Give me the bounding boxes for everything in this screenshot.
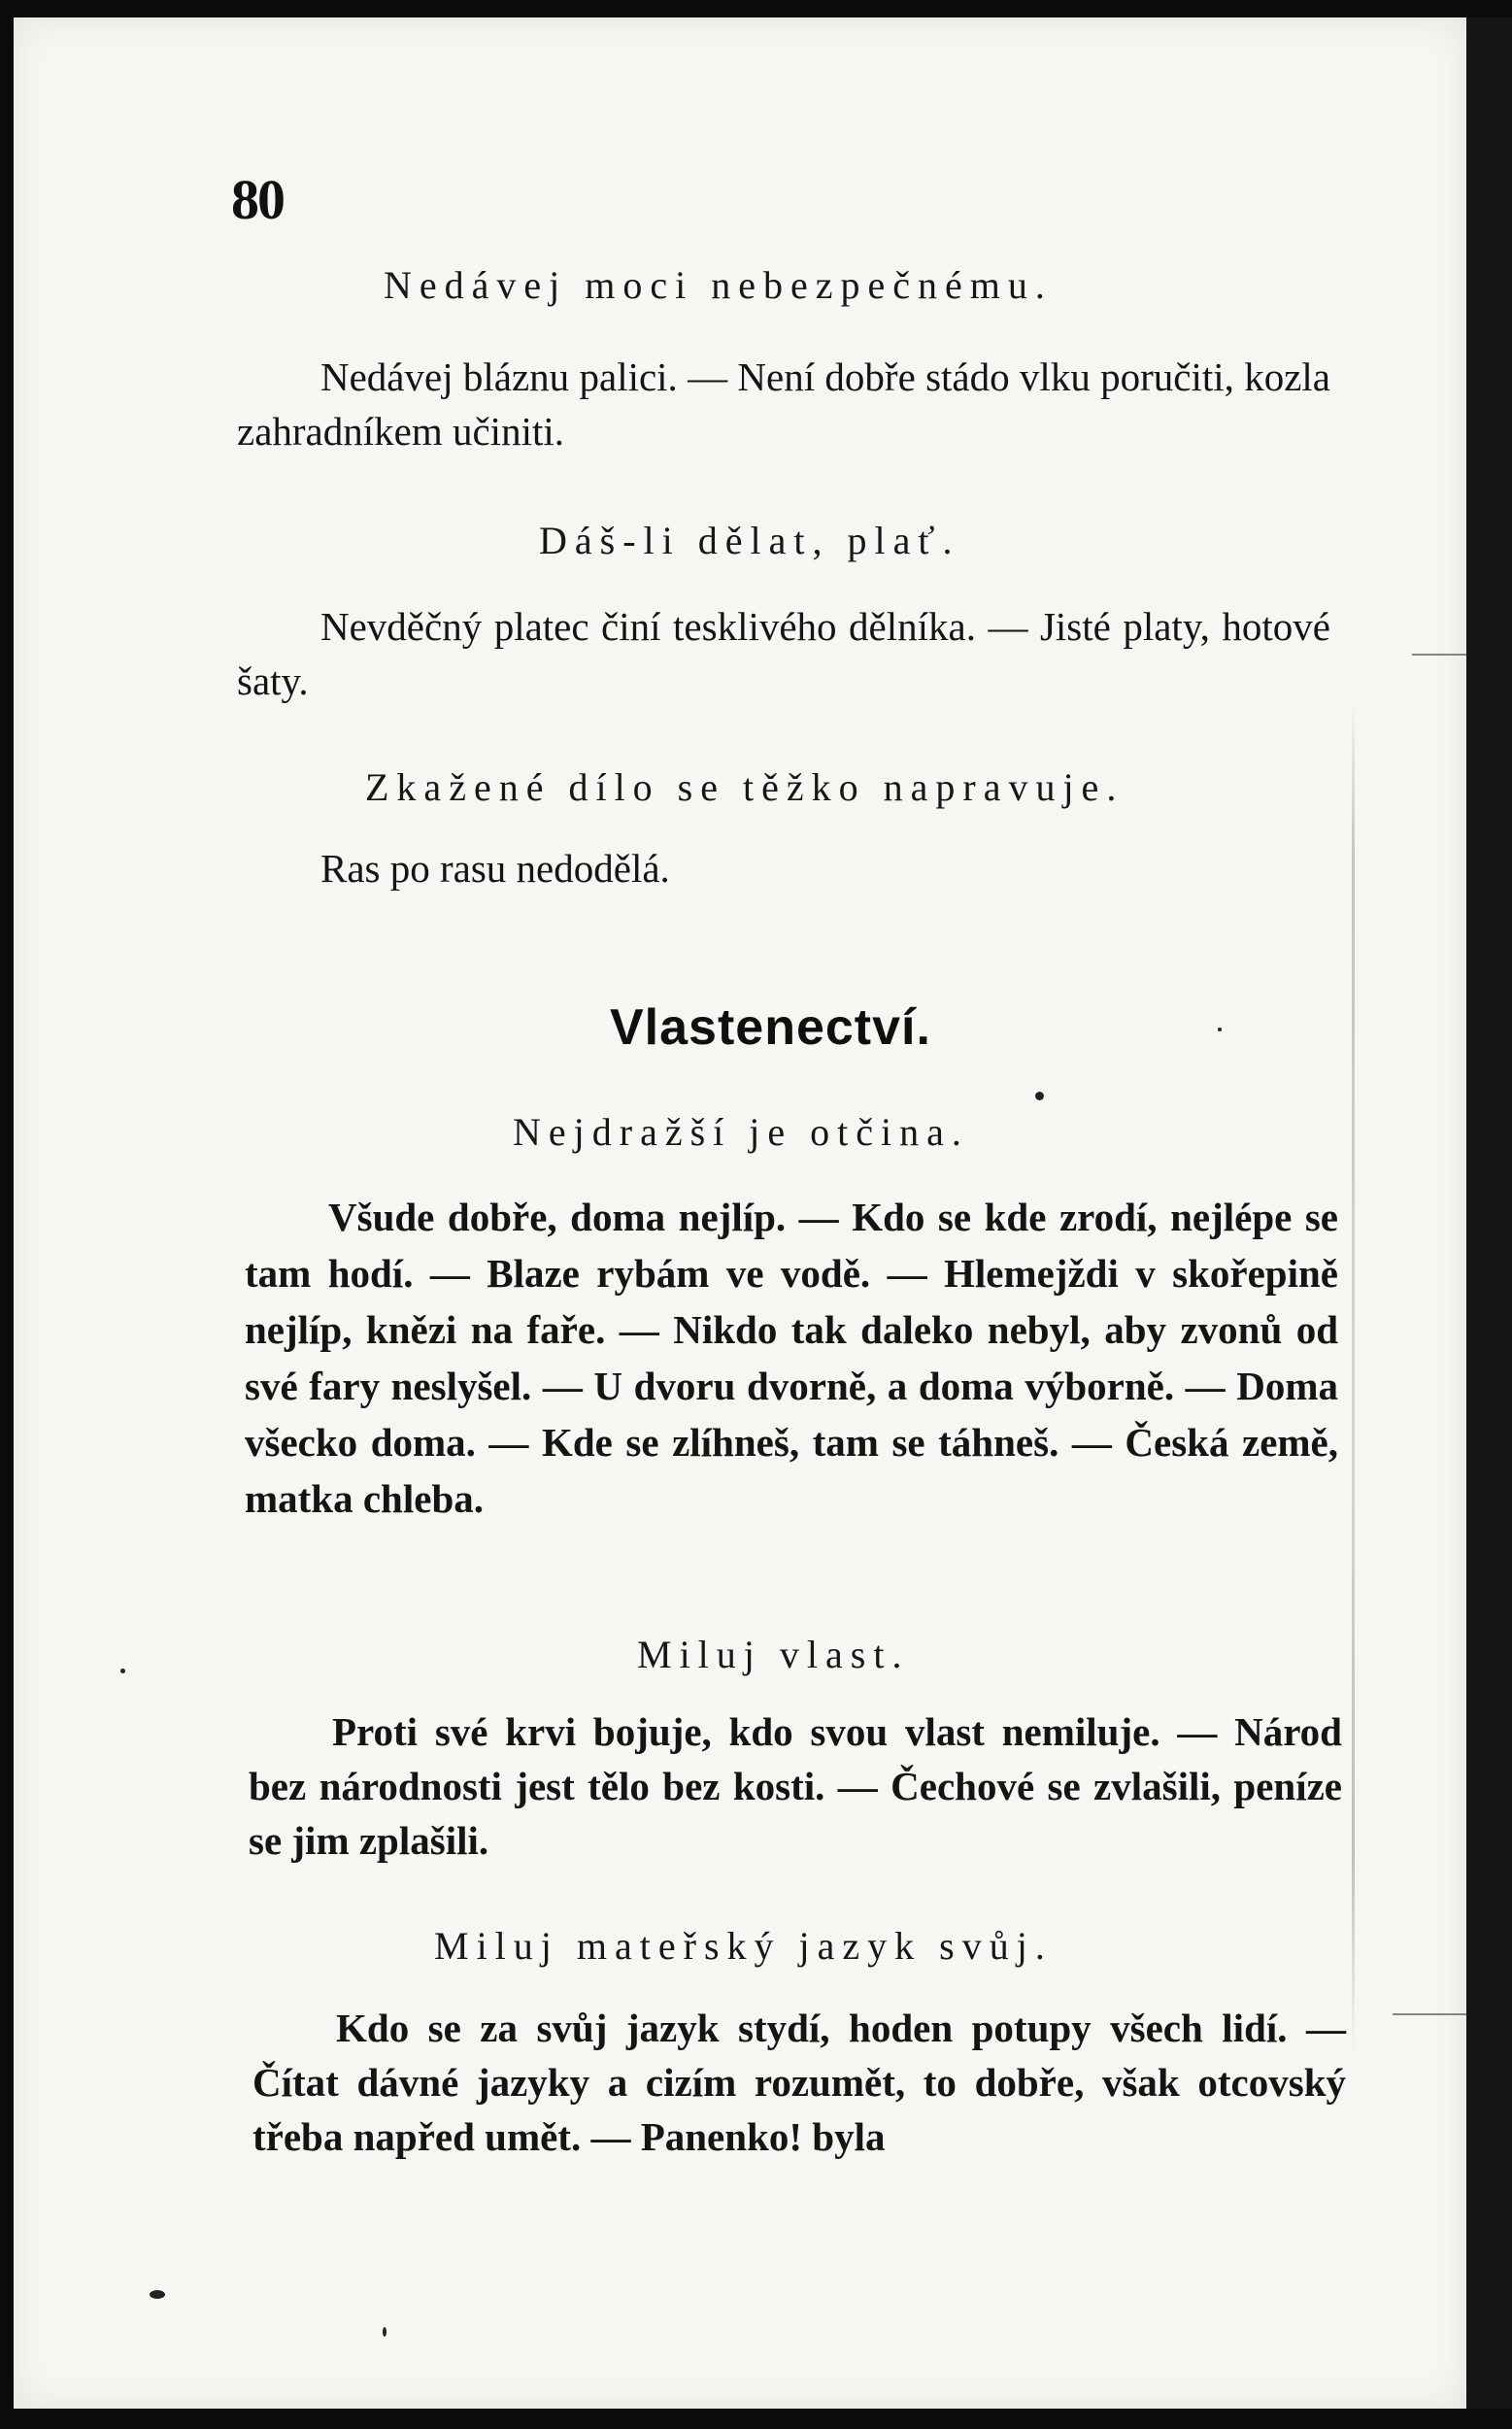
scan-speck [383,2327,386,2337]
paragraph-text: Nevděčný platec činí tesklivého dělníka. — Jisté platy, hotové šaty. [237,604,1330,703]
proverb-heading: Miluj vlast. [637,1633,910,1676]
proverb-heading: Dáš-li dělat, plať. [539,519,960,562]
proverb-paragraph [237,599,1330,708]
page-number: 80 [231,168,284,231]
proverb-heading: Nejdražší je otčina. [513,1110,969,1154]
proverb-paragraph [252,2001,1346,2164]
proverb-paragraph [237,350,1330,458]
scan-speck [150,2290,165,2299]
proverb-paragraph [249,1704,1342,1868]
paragraph-text: Nedávej bláznu palici. — Není dobře stádo vlku poručiti, kozla zahradníkem učiniti. [237,354,1330,454]
paragraph-text: Proti své krvi bojuje, kdo svou vlast nemiluje. — Národ bez národnosti jest tělo bez kosti. — Čechové se zvlašili, peníze se jim zplašili. [249,1709,1342,1863]
section-title: Vlastenectví. [610,999,931,1056]
page-fold-line [1352,697,1355,2057]
proverb-heading: Nedávej moci nebezpečnému. [384,263,1053,307]
paragraph-text: Všude dobře, doma nejlíp. — Kdo se kde zrodí, nejlépe se tam hodí. — Blaze rybám ve vodě. — Hlemejždi v skořepině nejlíp, knězi na faře. — Nikdo tak daleko nebyl, aby zvonů od své fary neslyšel. — U dvoru dvorně, a doma výborně. — Doma všecko doma. — Kde se zlíhneš, tam se táhneš. — Česká země, matka chleba. [245,1195,1338,1521]
scan-edge [1466,17,1512,2409]
proverb-paragraph [237,841,1330,895]
scan-speck [1035,1092,1044,1100]
scan-speck [1218,1028,1222,1031]
paragraph-text: Kdo se za svůj jazyk stydí, hoden potupy všech lidí. — Čítat dávné jazyky a cizím rozumět, to dobře, však otcovský třeba napřed umět. — Panenko! byla [252,2006,1346,2159]
paragraph-text: Ras po rasu nedodělá. [320,846,670,891]
proverb-heading: Miluj mateřský jazyk svůj. [434,1924,1053,1968]
proverb-paragraph [245,1189,1338,1527]
scan-speck [120,1669,125,1673]
proverb-heading: Zkažené dílo se těžko napravuje. [365,765,1125,809]
